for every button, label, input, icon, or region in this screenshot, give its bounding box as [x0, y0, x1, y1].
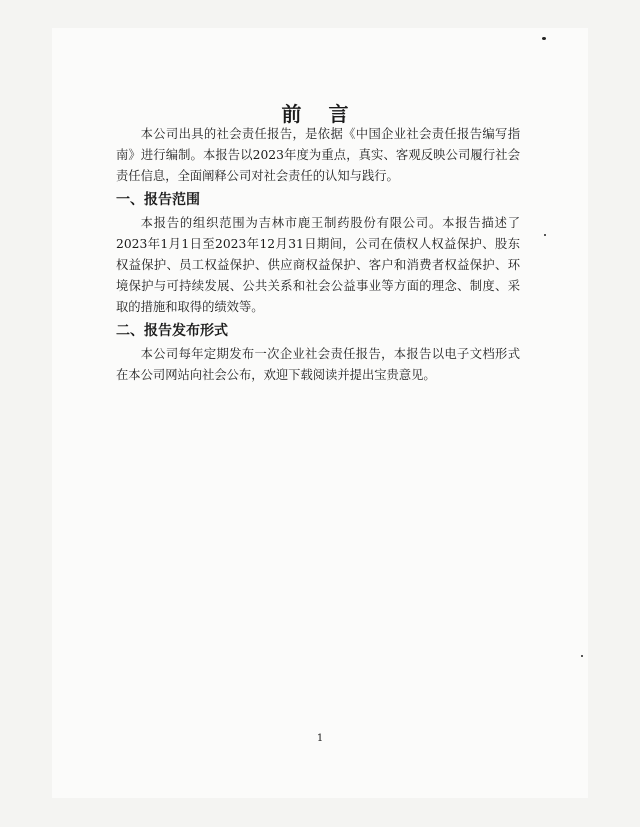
- section-body-publication: 本公司每年定期发布一次企业社会责任报告，本报告以电子文档形式在本公司网站向社会公布，欢迎下载阅读并提出宝贵意见。: [116, 347, 520, 382]
- document-body: [116, 124, 520, 386]
- page-title: 前 言: [281, 102, 359, 126]
- scan-speck: [544, 234, 546, 236]
- section-body-scope: 本报告的组织范围为吉林市鹿王制药股份有限公司。本报告描述了2023年1月1日至2023年12月31日期间，公司在债权人权益保护、股东权益保护、员工权益保护、供应商权益保护、客户和消费者权益保护、环境保护与可持续发展、公共关系和社会公益事业等方面的理念、制度、采取的措施和取得的绩效等。: [116, 216, 520, 314]
- section-heading-scope: 一、报告范围: [116, 192, 200, 208]
- scan-speck: [581, 655, 583, 657]
- intro-paragraph: 本公司出具的社会责任报告，是依据《中国企业社会责任报告编写指南》进行编制。本报告以2023年度为重点，真实、客观反映公司履行社会责任信息，全面阐释公司对社会责任的认知与践行。: [116, 127, 520, 183]
- section-heading-publication: 二、报告发布形式: [116, 323, 228, 339]
- scan-speck: [542, 37, 546, 40]
- page-number: 1: [316, 733, 324, 744]
